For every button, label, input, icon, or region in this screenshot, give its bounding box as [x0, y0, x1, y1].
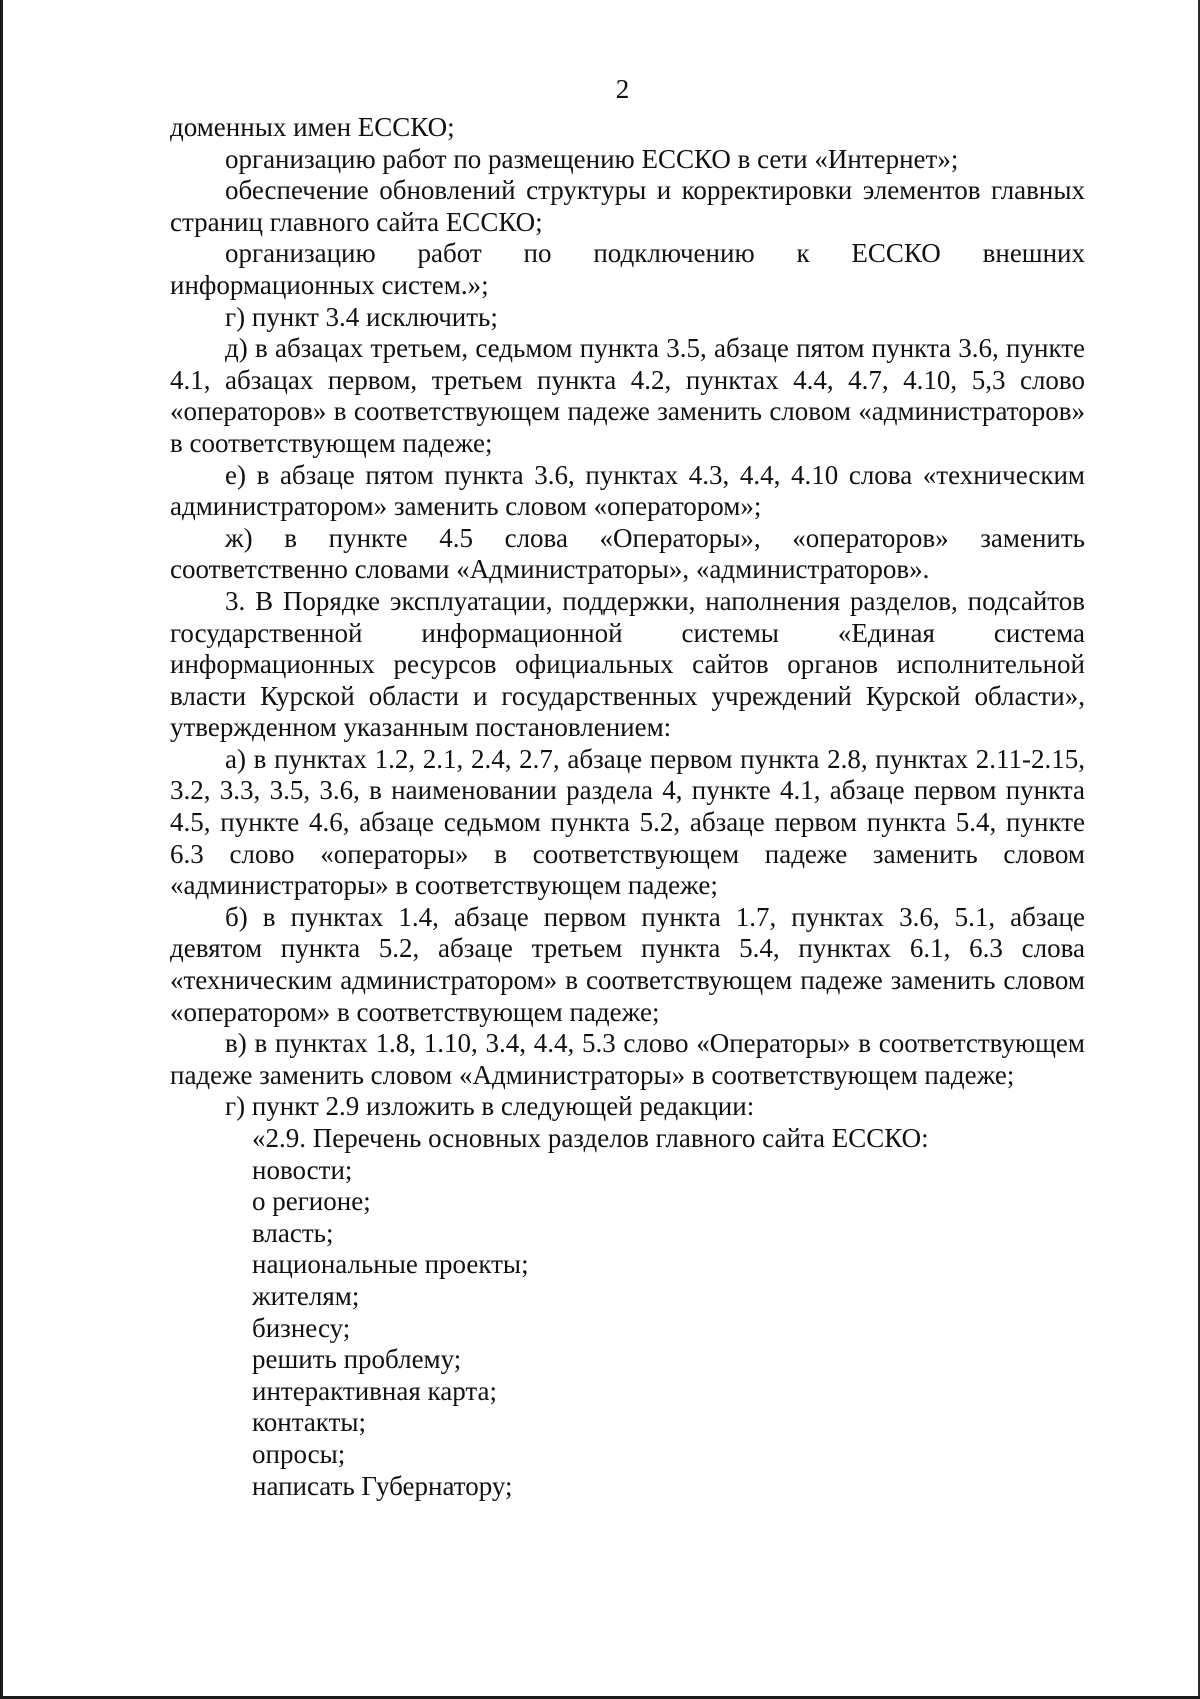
list-item: жителям; — [252, 1280, 360, 1311]
list-item: о регионе; — [252, 1186, 371, 1217]
list-item: бизнесу; — [252, 1312, 351, 1343]
list-item: новости; — [252, 1154, 353, 1185]
paragraph: д) в абзацах третьем, седьмом пункта 3.5, абзаце пятом пункта 3.6, пункте 4.1, абзацах первом, третьем пункта 4.2, пунктах 4.4, 4.7, 4.10, 5,3 слово «операторов» в соответствующем падеже заменить словом «администраторов» в соответствующем падеже; — [170, 333, 1085, 458]
paragraph: г) пункт 2.9 изложить в следующей редакции: — [225, 1091, 755, 1122]
scan-edge-left — [0, 0, 3, 1699]
sections-list — [170, 1123, 1085, 1502]
list-item: написать Губернатору; — [252, 1470, 513, 1501]
paragraph: е) в абзаце пятом пункта 3.6, пунктах 4.3, 4.4, 4.10 слова «техническим администратором» заменить словом «оператором»; — [170, 459, 1085, 522]
paragraph: доменных имен ЕССКО; — [170, 112, 455, 142]
list-item: контакты; — [252, 1407, 367, 1438]
paragraph: организацию работ по размещению ЕССКО в сети «Интернет»; — [225, 143, 959, 174]
list-item: власть; — [252, 1217, 334, 1248]
page-number: 2 — [615, 74, 630, 104]
list-item: опросы; — [252, 1438, 346, 1469]
paragraph: организацию работ по подключению к ЕССКО внешних информационных систем.»; — [170, 238, 1085, 300]
paragraph: обеспечение обновлений структуры и корректировки элементов главных страниц главного сайта ЕССКО; — [170, 175, 1085, 237]
document-body — [170, 112, 1085, 1502]
paragraph: в) в пунктах 1.8, 1.10, 3.4, 4.4, 5.3 слово «Операторы» в соответствующем падеже заменить словом «Администраторы» в соответствующем падеже; — [170, 1028, 1085, 1090]
list-heading: «2.9. Перечень основных разделов главного сайта ЕССКО: — [252, 1123, 929, 1153]
list-item: решить проблему; — [252, 1344, 462, 1375]
paragraph: г) пункт 3.4 исключить; — [225, 301, 498, 332]
list-item: интерактивная карта; — [252, 1375, 497, 1406]
paragraph: б) в пунктах 1.4, абзаце первом пункта 1.7, пунктах 3.6, 5.1, абзаце девятом пункта 5.2, абзаце третьем пункта 5.4, пунктах 6.1, 6.3 слова «техническим администратором» в соответствующем падеже заменить словом «оператором» в соответствующем падеже; — [170, 901, 1085, 1027]
list-item: национальные проекты; — [252, 1249, 529, 1280]
paragraph: а) в пунктах 1.2, 2.1, 2.4, 2.7, абзаце первом пункта 2.8, пунктах 2.11-2.15, 3.2, 3.3, 3.5, 3.6, в наименовании раздела 4, пункте 4.1, абзаце первом пункта 4.5, пункте 4.6, абзаце седьмом пункта 5.2, абзаце первом пункта 5.4, пункте 6.3 слово «операторы» в соответствующем падеже заменить словом «администраторы» в соответствующем падеже; — [170, 743, 1085, 901]
paragraph: ж) в пункте 4.5 слова «Операторы», «операторов» заменить соответственно словами «Администраторы», «администраторов». — [170, 522, 1085, 585]
paragraph: 3. В Порядке эксплуатации, поддержки, наполнения разделов, подсайтов государственной информационной системы «Единая система информационных ресурсов официальных сайтов органов исполнительной власти Курской области и государственных учреждений Курской области», утвержденном указанным постановлением: — [170, 585, 1085, 743]
